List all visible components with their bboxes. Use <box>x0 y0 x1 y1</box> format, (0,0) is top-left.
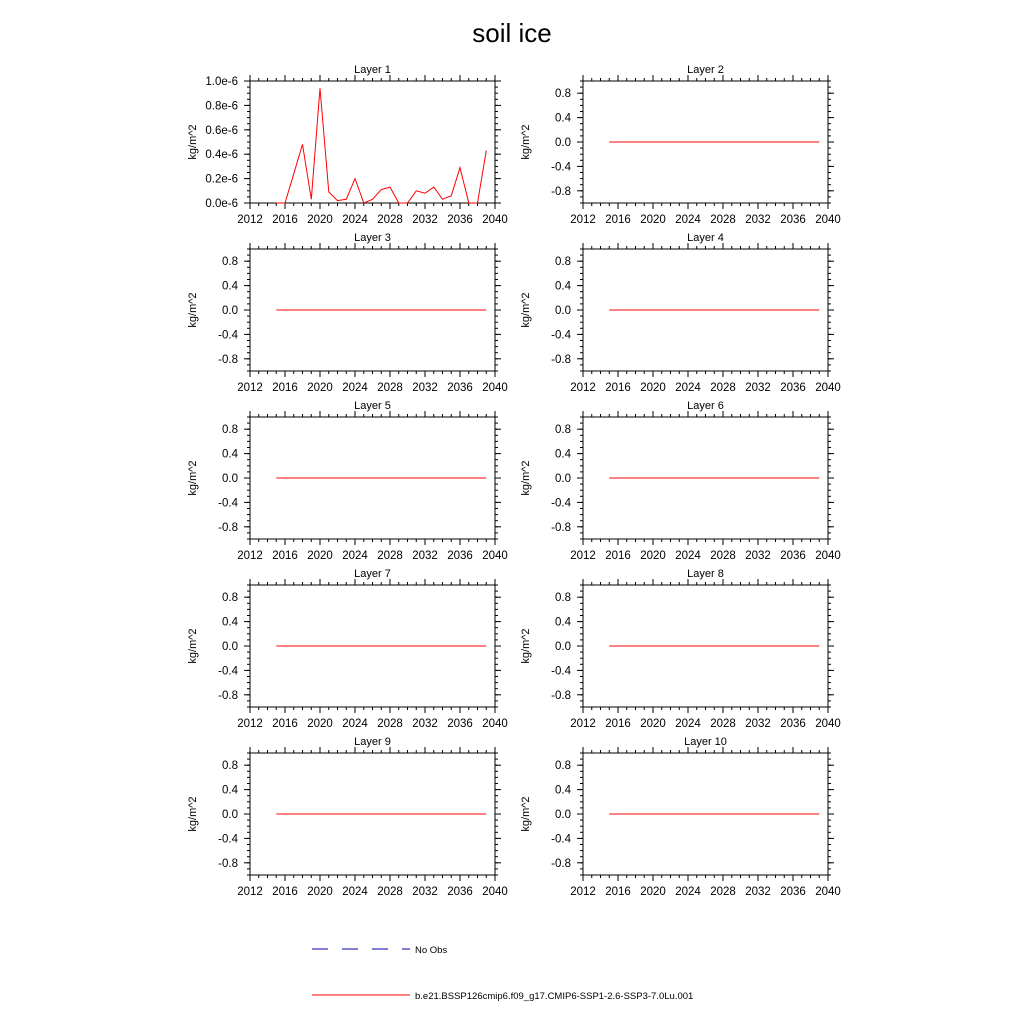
y-tick-label: 0.4 <box>222 616 238 629</box>
y-tick-label: 0.8 <box>222 256 238 269</box>
panel-title: Layer 10 <box>684 736 727 748</box>
y-tick-label: -0.4 <box>218 329 238 342</box>
y-tick-label: 0.0 <box>222 641 238 653</box>
x-tick-label: 2016 <box>272 382 298 394</box>
x-tick-label: 2012 <box>237 382 263 394</box>
x-tick-label: 2024 <box>342 886 368 898</box>
x-tick-label: 2024 <box>675 886 701 898</box>
chart-panel-layer-9 <box>187 736 508 898</box>
panel-title: Layer 2 <box>687 64 724 76</box>
x-tick-label: 2012 <box>237 214 263 226</box>
y-tick-label: 0.0 <box>222 305 238 317</box>
y-axis-label: kg/m^2 <box>520 628 532 664</box>
y-axis-label: kg/m^2 <box>187 292 199 328</box>
x-tick-label: 2032 <box>745 886 771 898</box>
y-tick-label: 0.4 <box>555 112 571 125</box>
x-tick-label: 2012 <box>570 214 596 226</box>
x-tick-label: 2032 <box>412 718 438 730</box>
x-tick-label: 2024 <box>675 214 701 226</box>
x-tick-label: 2040 <box>815 886 841 898</box>
x-tick-label: 2016 <box>605 886 631 898</box>
x-tick-label: 2032 <box>745 214 771 226</box>
x-tick-label: 2036 <box>780 214 806 226</box>
x-tick-label: 2024 <box>342 718 368 730</box>
y-tick-label: 1.0e-6 <box>205 76 238 88</box>
plot-frame <box>250 81 495 203</box>
chart-panel-layer-1 <box>187 64 508 226</box>
y-tick-label: -0.4 <box>551 329 571 342</box>
x-tick-label: 2020 <box>640 382 666 394</box>
y-tick-label: 0.8 <box>555 88 571 101</box>
x-tick-label: 2012 <box>570 886 596 898</box>
y-tick-label: 0.0 <box>555 641 571 653</box>
x-tick-label: 2012 <box>570 718 596 730</box>
y-axis-label: kg/m^2 <box>187 628 199 664</box>
y-axis-label: kg/m^2 <box>520 292 532 328</box>
legend-label: b.e21.BSSP126cmip6.f09_g17.CMIP6-SSP1-2.6-SSP3-7.0Lu.001 <box>415 991 694 1002</box>
x-tick-label: 2040 <box>815 382 841 394</box>
x-tick-label: 2040 <box>815 550 841 562</box>
x-tick-label: 2024 <box>675 718 701 730</box>
x-tick-label: 2016 <box>605 214 631 226</box>
figure-title: soil ice <box>472 18 552 48</box>
panel-title: Layer 7 <box>354 568 391 580</box>
x-tick-label: 2012 <box>570 550 596 562</box>
panel-title: Layer 5 <box>354 400 391 412</box>
x-tick-label: 2032 <box>412 550 438 562</box>
x-tick-label: 2040 <box>815 718 841 730</box>
x-tick-label: 2036 <box>447 382 473 394</box>
y-tick-label: 0.8e-6 <box>205 100 238 113</box>
panel-grid <box>187 64 841 898</box>
y-tick-label: 0.0 <box>555 305 571 317</box>
y-tick-label: 0.0 <box>555 137 571 149</box>
y-tick-label: 0.0 <box>222 473 238 485</box>
x-tick-label: 2016 <box>605 382 631 394</box>
y-tick-label: 0.0 <box>555 473 571 485</box>
chart-panel-layer-3 <box>187 232 508 394</box>
y-tick-label: -0.8 <box>218 353 238 366</box>
y-tick-label: 0.8 <box>222 424 238 437</box>
y-tick-label: -0.8 <box>551 857 571 870</box>
y-tick-label: 0.4 <box>555 784 571 797</box>
x-tick-label: 2020 <box>640 550 666 562</box>
y-tick-label: -0.4 <box>218 497 238 510</box>
y-tick-label: 0.4 <box>222 784 238 797</box>
x-tick-label: 2036 <box>447 214 473 226</box>
y-tick-label: 0.0 <box>222 809 238 821</box>
x-tick-label: 2032 <box>745 382 771 394</box>
y-tick-label: -0.4 <box>551 833 571 846</box>
x-tick-label: 2020 <box>307 214 333 226</box>
x-tick-label: 2032 <box>412 382 438 394</box>
x-tick-label: 2020 <box>640 718 666 730</box>
y-axis-label: kg/m^2 <box>187 460 199 496</box>
x-tick-label: 2028 <box>710 550 736 562</box>
series-line <box>276 88 486 203</box>
x-tick-label: 2028 <box>377 382 403 394</box>
x-tick-label: 2040 <box>482 550 508 562</box>
y-tick-label: 0.4 <box>555 280 571 293</box>
x-tick-label: 2028 <box>377 718 403 730</box>
y-axis-label: kg/m^2 <box>187 124 199 160</box>
y-axis-label: kg/m^2 <box>187 796 199 832</box>
y-tick-label: 0.4 <box>222 280 238 293</box>
chart-panel-layer-2 <box>520 64 841 226</box>
y-tick-label: -0.8 <box>218 689 238 702</box>
x-tick-label: 2028 <box>377 214 403 226</box>
y-tick-label: -0.8 <box>218 521 238 534</box>
x-tick-label: 2024 <box>342 214 368 226</box>
x-tick-label: 2036 <box>447 550 473 562</box>
legend-entry-no-obs <box>312 945 447 956</box>
x-tick-label: 2020 <box>640 214 666 226</box>
x-tick-label: 2016 <box>605 718 631 730</box>
x-tick-label: 2028 <box>377 886 403 898</box>
y-tick-label: 0.4 <box>555 616 571 629</box>
y-tick-label: 0.0 <box>555 809 571 821</box>
x-tick-label: 2036 <box>780 886 806 898</box>
y-tick-label: -0.8 <box>551 185 571 198</box>
chart-panel-layer-4 <box>520 232 841 394</box>
x-tick-label: 2040 <box>482 718 508 730</box>
x-tick-label: 2040 <box>482 214 508 226</box>
y-tick-label: 0.8 <box>555 760 571 773</box>
x-tick-label: 2032 <box>412 214 438 226</box>
x-tick-label: 2036 <box>780 718 806 730</box>
x-tick-label: 2016 <box>272 886 298 898</box>
chart-panel-layer-10 <box>520 736 841 898</box>
x-tick-label: 2020 <box>307 886 333 898</box>
panel-title: Layer 4 <box>687 232 724 244</box>
y-tick-label: -0.4 <box>218 833 238 846</box>
x-tick-label: 2020 <box>307 550 333 562</box>
y-tick-label: -0.8 <box>551 689 571 702</box>
y-tick-label: 0.8 <box>555 256 571 269</box>
y-tick-label: 0.2e-6 <box>205 173 238 186</box>
x-tick-label: 2036 <box>447 886 473 898</box>
y-tick-label: -0.8 <box>218 857 238 870</box>
y-tick-label: 0.4 <box>555 448 571 461</box>
y-tick-label: 0.4e-6 <box>205 149 238 162</box>
panel-title: Layer 1 <box>354 64 391 76</box>
x-tick-label: 2028 <box>710 382 736 394</box>
y-tick-label: -0.4 <box>551 665 571 678</box>
y-axis-label: kg/m^2 <box>520 124 532 160</box>
x-tick-label: 2036 <box>780 550 806 562</box>
x-tick-label: 2040 <box>815 214 841 226</box>
y-tick-label: 0.8 <box>555 592 571 605</box>
y-axis-label: kg/m^2 <box>520 796 532 832</box>
legend <box>312 945 693 1002</box>
x-tick-label: 2028 <box>710 718 736 730</box>
x-tick-label: 2032 <box>412 886 438 898</box>
x-tick-label: 2020 <box>640 886 666 898</box>
x-tick-label: 2032 <box>745 718 771 730</box>
chart-panel-layer-7 <box>187 568 508 730</box>
x-tick-label: 2024 <box>675 550 701 562</box>
y-tick-label: 0.4 <box>222 448 238 461</box>
x-tick-label: 2040 <box>482 886 508 898</box>
y-tick-label: -0.4 <box>551 497 571 510</box>
y-tick-label: -0.8 <box>551 353 571 366</box>
x-tick-label: 2016 <box>272 214 298 226</box>
x-tick-label: 2020 <box>307 718 333 730</box>
y-axis-label: kg/m^2 <box>520 460 532 496</box>
x-tick-label: 2028 <box>710 214 736 226</box>
x-tick-label: 2012 <box>237 550 263 562</box>
x-tick-label: 2020 <box>307 382 333 394</box>
y-tick-label: -0.4 <box>551 161 571 174</box>
panel-title: Layer 6 <box>687 400 724 412</box>
y-tick-label: 0.8 <box>555 424 571 437</box>
x-tick-label: 2036 <box>780 382 806 394</box>
x-tick-label: 2036 <box>447 718 473 730</box>
legend-label: No Obs <box>415 945 448 956</box>
y-tick-label: 0.8 <box>222 760 238 773</box>
chart-panel-layer-5 <box>187 400 508 562</box>
x-tick-label: 2040 <box>482 382 508 394</box>
x-tick-label: 2024 <box>342 382 368 394</box>
x-tick-label: 2032 <box>745 550 771 562</box>
legend-entry-model-run <box>312 991 693 1002</box>
x-tick-label: 2024 <box>342 550 368 562</box>
x-tick-label: 2028 <box>377 550 403 562</box>
x-tick-label: 2012 <box>237 886 263 898</box>
x-tick-label: 2016 <box>272 550 298 562</box>
panel-title: Layer 9 <box>354 736 391 748</box>
panel-title: Layer 8 <box>687 568 724 580</box>
y-tick-label: -0.4 <box>218 665 238 678</box>
chart-panel-layer-6 <box>520 400 841 562</box>
y-tick-label: -0.8 <box>551 521 571 534</box>
y-tick-label: 0.6e-6 <box>205 124 238 137</box>
y-tick-label: 0.8 <box>222 592 238 605</box>
x-tick-label: 2016 <box>605 550 631 562</box>
panel-title: Layer 3 <box>354 232 391 244</box>
x-tick-label: 2012 <box>237 718 263 730</box>
x-tick-label: 2016 <box>272 718 298 730</box>
x-tick-label: 2028 <box>710 886 736 898</box>
chart-panel-layer-8 <box>520 568 841 730</box>
x-tick-label: 2012 <box>570 382 596 394</box>
y-tick-label: 0.0e-6 <box>205 198 238 210</box>
x-tick-label: 2024 <box>675 382 701 394</box>
